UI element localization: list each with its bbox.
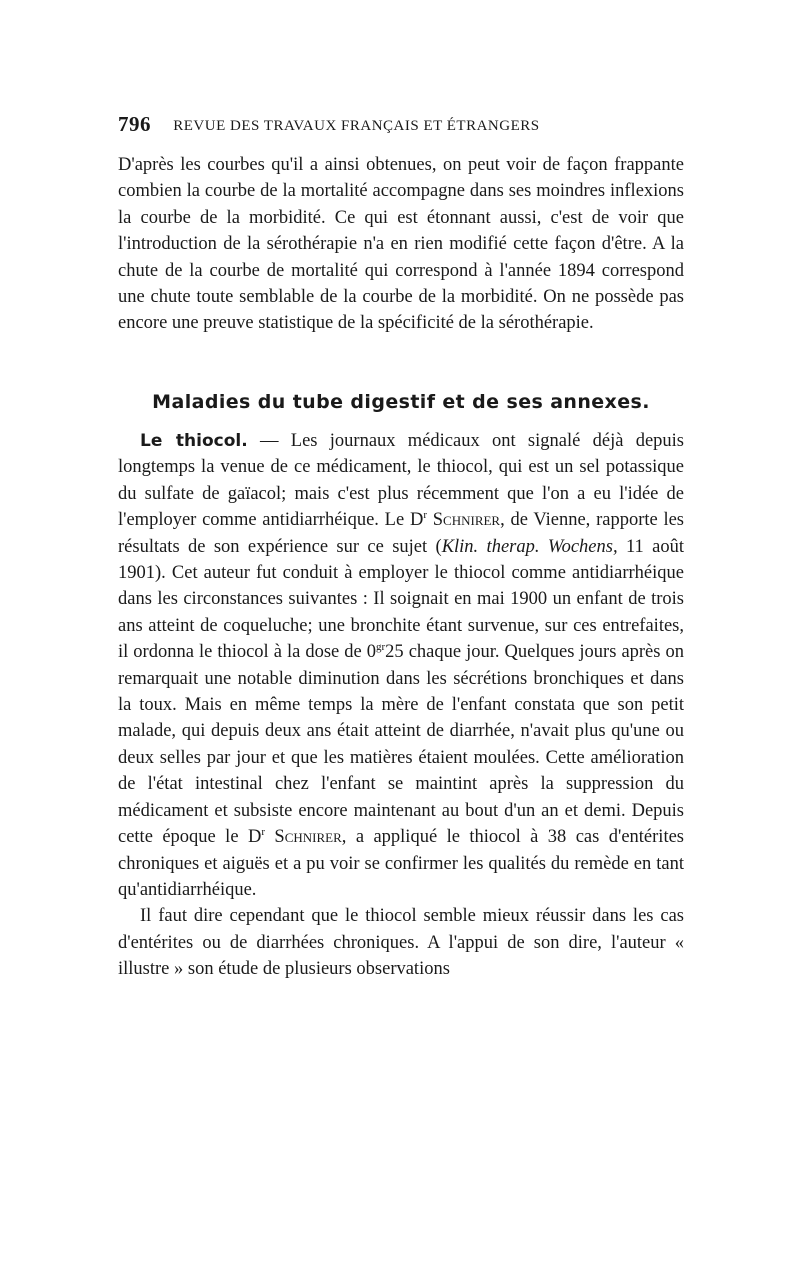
text-run: — Les journaux médicaux ont signalé déjà depuis longtemps la venue de ce médicament, le thiocol, qui est un sel potassique du sulfate de gaïacol; mais c'est plus récemment que l'on a eu l'idée de l'employer comme antidiarrhéique. Le xyxy=(118,431,684,531)
running-title: REVUE DES TRAVAUX FRANÇAIS ET ÉTRANGERS xyxy=(173,118,540,134)
page-number: 796 xyxy=(118,112,151,136)
article-block xyxy=(118,428,684,983)
intro-block xyxy=(118,152,684,337)
doctor-abbr: D xyxy=(247,827,262,848)
article-subject: Le thiocol. xyxy=(140,431,248,451)
article-paragraph-2: Il faut dire cependant que le thiocol semble mieux réussir dans les cas d'entérites ou de diarrhées chroniques. A l'appui de son dire, l'auteur « illustre » son étude de plusieurs observations xyxy=(118,906,684,980)
author-name: Schnirer xyxy=(274,827,342,848)
text-run: , de Vienne, rapporte les résultats de son expérience sur ce sujet ( xyxy=(118,510,685,557)
doctor-abbr-sup: r xyxy=(261,825,265,838)
intro-paragraph: D'après les courbes qu'il a ainsi obtenues, on peut voir de façon frappante combien la courbe de la mortalité accompagne dans ses moindres inflexions la courbe de la morbidité. Ce qui est étonnant aussi, c'est de voir que l'introduction de la sérothérapie n'a en rien modifié cette façon d'être. A la chute de la courbe de mortalité qui correspond à l'année 1894 correspond une chute toute semblable de la courbe de la morbidité. On ne possède pas encore une preuve statistique de la spécificité de la sérothérapie. xyxy=(118,155,684,334)
article-paragraph-1 xyxy=(118,428,684,903)
doctor-abbr-sup: r xyxy=(423,509,427,522)
journal-citation: Klin. therap. Wochens, xyxy=(441,536,618,557)
dose-unit-sup: gr xyxy=(376,641,386,654)
running-head xyxy=(118,112,684,137)
author-name: Schnirer xyxy=(432,510,501,531)
text-run: 11 août 1901). Cet auteur fut conduit à employer le thiocol comme antidiarrhéique dans les circonstances suivantes : Il soignait en mai 1900 un enfant de trois ans atteint de coqueluche; une bronchite étant survenue, sur ces entrefaites, il ordonna le thiocol à la dose de 0 xyxy=(118,536,684,663)
section-heading: Maladies du tube digestif et de ses annexes. xyxy=(152,391,650,413)
doctor-abbr: D xyxy=(409,510,424,531)
text-run: 25 chaque jour. Quelques jours après on remarquait une notable diminution dans les sécrétions bronchiques et dans la toux. Mais en même temps la mère de l'enfant constata que son petit malade, qui depuis deux ans était atteint de diarrhée, n'avait plus qu'une ou deux selles par jour et que les matières étaient moulées. Cette amélioration de l'état intestinal chez l'enfant se maintint après la suppression du médicament et subsiste encore maintenant au bout d'un an et demi. Depuis cette époque le xyxy=(118,642,684,848)
text-run: , a appliqué le thiocol à 38 cas d'entérites chroniques et aiguës et a pu voir se confirmer les qualités du remède en tant qu'antidiarrhéique. xyxy=(118,827,684,900)
